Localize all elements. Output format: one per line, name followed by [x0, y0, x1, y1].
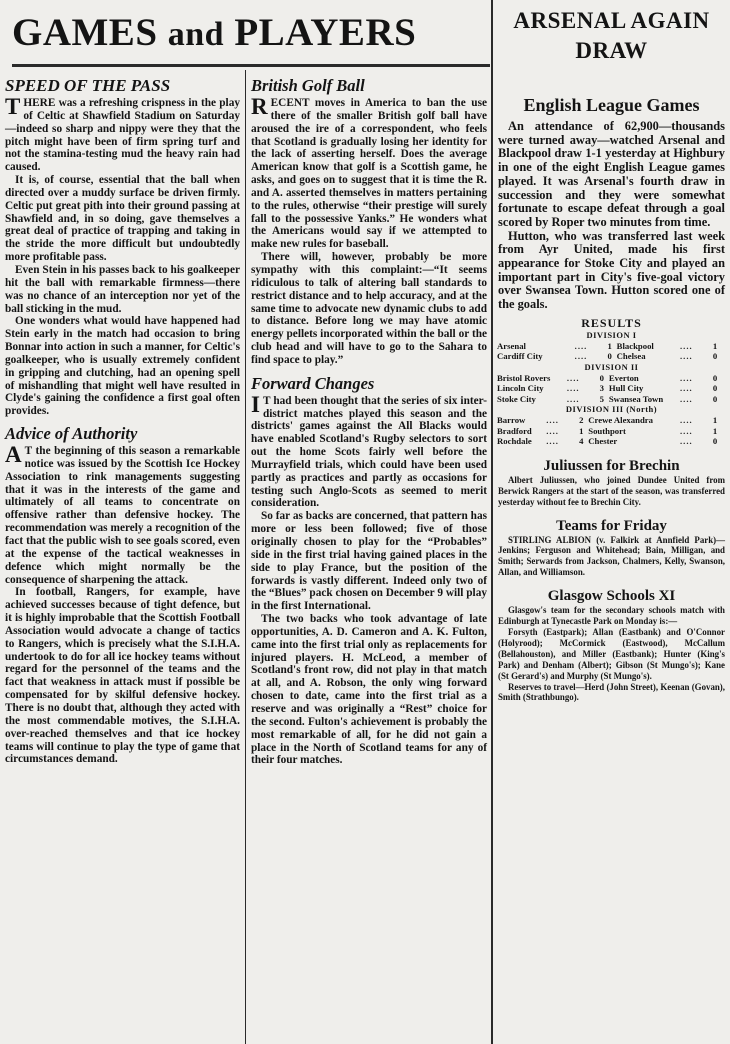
masthead-word-2: PLAYERS — [234, 11, 417, 54]
masthead-word-and: and — [167, 16, 225, 53]
arsenal-headline: ARSENAL AGAIN DRAW — [513, 8, 710, 63]
results-heading: RESULTS — [581, 315, 642, 330]
glasgow-schools-heading: Glasgow Schools XI — [547, 588, 676, 605]
masthead-word-1: GAMES — [12, 11, 158, 54]
results-box — [493, 316, 730, 447]
division-heading: DIVISION II — [584, 361, 639, 372]
brechin-heading: Juliussen for Brechin — [543, 457, 680, 474]
dropcap: T — [5, 94, 21, 119]
dropcap: R — [251, 94, 268, 119]
result-row: Bradford .... 1 Southport .... 1 — [497, 425, 718, 436]
article-paragraph: The two backs who took advantage of late opportunities, A. D. Cameron and A. K. Fulton, came into the first trial only as replacements for injured players. H. McLeod, a member of Scotland's front row, did not play in that match at all, and A. Robson, the only wing forward chosen to date, came into the first trial as a reserve and was originally a “Rest” choice for the second. Fulton's achievement is probably the most remarkable of all, for he did not gain a place in the North of Scotland teams for any of their four matches. — [251, 613, 487, 767]
article-paragraph: Hutton, who was transferred last week from Ayr United, made his first appearance for Stoke City and played an important part in City's five-goal victory over Swansea Town. Hutton scored one of the goals. — [498, 228, 725, 312]
result-row: Bristol Rovers .... 0 Everton .... 0 — [497, 372, 718, 383]
article-paragraph: An attendance of 62,900—thousands were turned away—watched Arsenal and Blackpool draw 1-1 yesterday at Highbury in one of the eight English League games played. It was Arsenal's fourth draw in succession and they were somewhat fortunate to escape defeat through a goal scored by Roper two minutes from time. — [498, 119, 725, 229]
article-paragraph: I T had been thought that the series of six inter-district matches played this season and the districts' games against the All Blacks would have enabled Scotland's Rugby selectors to sort out the home Scots fairly well before the Murrayfield trials, which could have been used partly as practices and partly as occasions for testing such Anglo-Scots as seemed to merit consideration. — [251, 391, 487, 510]
section-heading-speed-of-the-pass: SPEED OF THE PASS — [5, 76, 171, 95]
article-paragraph: There will, however, probably be more sympathy with this complaint:—“It seems ridiculous to talk of altering ball standards to restrict distance and to help accuracy, and at the same time to advocate new dynamic clubs to add to distance. Before long we may have atomic energy pellets incorporated within the ball or the club head and will have to go to the Sahara to find space to play.” — [251, 251, 487, 366]
article-paragraph: THERE was a refreshing crispness in the play of Celtic at Shawfield Stadium on Saturday—indeed so sharp and nippy were they that the pitch might have been of firm spring turf and not the stamina-testing mud the heavy rain had caused. — [5, 94, 240, 174]
dropcap: I — [251, 391, 260, 417]
results-table — [497, 373, 722, 405]
masthead — [12, 2, 492, 66]
results-table — [497, 415, 722, 447]
results-table — [497, 341, 722, 362]
column-3 — [493, 0, 730, 1044]
result-row: Stoke City .... 5 Swansea Town .... 0 — [497, 393, 718, 404]
result-row: Barrow .... 2 Crewe Alexandra .... 1 — [497, 415, 718, 426]
article-paragraph: Even Stein in his passes back to his goalkeeper hit the ball with remarkable firmness—there was no chance of an interception nor yet of the ball sticking in the mud. — [5, 263, 240, 315]
section-heading-advice-of-authority: Advice of Authority — [5, 424, 138, 444]
article-paragraph: Forsyth (Eastpark); Allan (Eastbank) and O'Connor (Holyrood); McCormick (Eastwood), McCallum (Bellahouston), and Miller (Eastbank); Hunter (King's Park) and Denham (Albert); Gibson (St Mungo's); Kane (St Gerard's) and Murphy (St Mungo's). — [498, 627, 725, 681]
section-heading-british-golf-ball: British Golf Ball — [251, 76, 365, 95]
column-1 — [0, 76, 245, 1044]
division-heading: DIVISION I — [586, 329, 637, 340]
division-heading: DIVISION III (North) — [565, 404, 658, 415]
section-heading-forward-changes: Forward Changes — [251, 373, 375, 393]
english-league-heading: English League Games — [523, 95, 700, 115]
article-paragraph: One wonders what would have happened had Stein early in the match had occasion to bring Bonnar into action in such a manner, for Celtic's goalkeeper, who is usually extremely confident in gripping and clutching, had an opening spell of mishandling that might well have resulted in Clyde's gaining the confidence a first goal often provides. — [5, 315, 240, 418]
article-paragraph: Albert Juliussen, who joined Dundee United from Berwick Rangers at the start of the season, was transferred yesterday without fee to Brechin City. — [498, 474, 725, 507]
article-paragraph: STIRLING ALBION (v. Falkirk at Annfield Park)—Jenkins; Ferguson and Whitehead; Bain, Milligan, and Smith; Serwards from Jackson, Chalmers, Kelly, Swanson, Allan, and Williamson. — [498, 534, 725, 578]
result-row: Cardiff City .... 0 Chelsea .... 0 — [497, 351, 718, 362]
dropcap: A — [5, 442, 22, 468]
article-paragraph: It is, of course, essential that the ball when directed over a muddy surface be driven firmly. Celtic put great pith into their ground passing at Shawfield and, in so doing, gave themselves a great deal of practice of trapping and taking in the stride the more difficult but undoubtedly more profitable pass. — [5, 174, 240, 264]
result-row: Rochdale .... 4 Chester .... 0 — [497, 436, 718, 447]
article-paragraph: A T the beginning of this season a remarkable notice was issued by the Scottish Ice Hockey Association to rink managements suggesting that it was in the interests of the game and ultimately of all teams to concentrate on offensive rather than defensive hockey. The recommendation was merely a recognition of the fact that the public wish to see goals scored, even at the expense of the tactical weaknesses in defence which might normally be the consequence of sharpening the attack. — [5, 442, 240, 586]
article-paragraph: So far as backs are concerned, that pattern has more or less been followed; five of those originally chosen to play for the “Probables” side in the first trial having gained places in the side to play France, but the position of the forwards is vastly different. Indeed only two of the “Blues” pack chosen on December 9 will play in the first International. — [251, 510, 487, 613]
article-paragraph: Reserves to travel—Herd (John Street), Keenan (Govan), Smith (Strathbungo). — [498, 681, 725, 703]
article-paragraph: Glasgow's team for the secondary schools match with Edinburgh at Tynecastle Park on Monday is:— — [498, 605, 725, 627]
result-row: Arsenal .... 1 Blackpool .... 1 — [497, 340, 718, 351]
column-2 — [246, 76, 492, 1044]
teams-for-friday-heading: Teams for Friday — [556, 517, 667, 534]
result-row: Lincoln City .... 3 Hull City .... 0 — [497, 383, 718, 394]
article-paragraph: RECENT moves in America to ban the use there of the smaller British golf ball have aroused the ire of a correspondent, who feels that Scotland is gradually losing her identity for the lack of asserting herself. Does the average American know that golf is a Scottish game, he asks, and goes on to suggest that it is time the R. and A. asserted themselves in matters pertaining to the rules, otherwise “their prestige will surely fall to the possessive Yanks.” He wonders what the Americans would say if we attempted to make new rules for baseball. — [251, 94, 487, 251]
article-paragraph: In football, Rangers, for example, have achieved successes because of tight defence, but it is highly improbable that the Scottish Football Association would advocate a change of tactics to Rangers, which is precisely what the S.I.H.A. undertook to do for all ice hockey teams without regard for the personnel of the teams and the fact that weakness in attack must if possible be compensated for by skilful defensive hockey. There is no doubt that, although they acted with the most commendable motives, the S.I.H.A. over-reached themselves and that ice hockey teams will continue to play the type of game that circumstances demand. — [5, 586, 240, 766]
